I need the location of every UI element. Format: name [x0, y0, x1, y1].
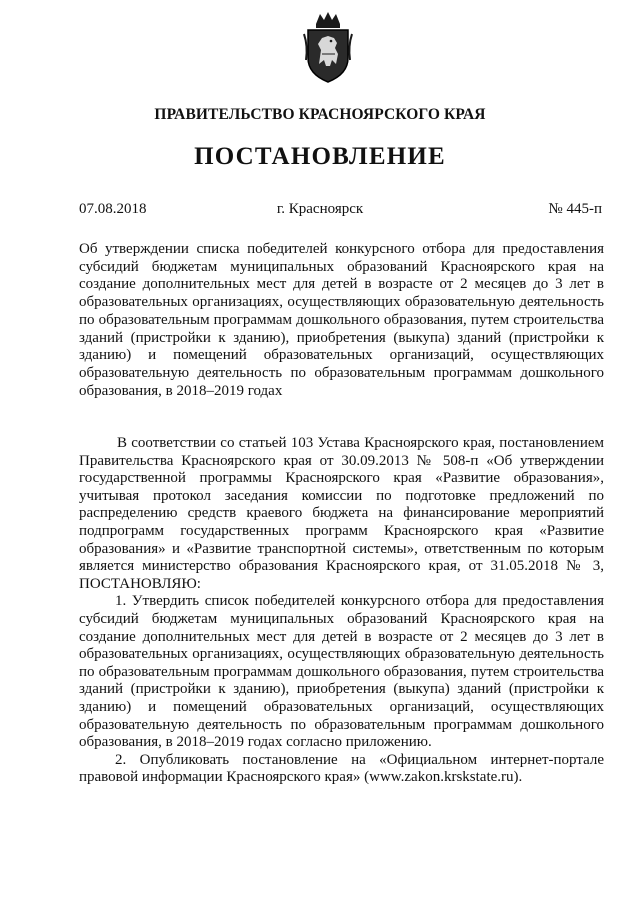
document-city: г. Красноярск	[276, 201, 364, 217]
body-item-2: 2. Опубликовать постановление на «Официальном интернет-портале правовой информации Красноярского края» (www.zakon.krskstate.ru).	[79, 751, 604, 786]
body-preamble: В соответствии со статьей 103 Устава Красноярского края, постановлением Правительства Красноярского края от 30.09.2013 № 508-п «Об утверждении государственной программы Красноярского края «Развитие образования», учитывая протокол заседания комиссии по подготовке предложений по распределению средств краевого бюджета на финансирование мероприятий подпрограмм государственных программ Красноярского края «Развитие образования» и «Развитие транспортной системы», ответственным по которым является министерство образования Красноярского края, от 31.05.2018 № 3, ПОСТАНОВЛЯЮ:	[79, 435, 604, 592]
document-type-title: ПОСТАНОВЛЕНИЕ	[194, 143, 446, 170]
body-item-1: 1. Утвердить список победителей конкурсного отбора для предоставления субсидий бюджетам муниципальных образований Красноярского края на создание дополнительных мест для детей в возрасте от 2 месяцев до 3 лет в образовательных организациях, осуществляющих образовательную деятельность по образовательным программам дошкольного образования, путем строительства зданий (пристройки к зданию), приобретения (выкупа) зданий (пристройки к зданию) и помещений образовательных организаций, осуществляющих образовательную деятельность по образовательным программам дошкольного образования, в 2018–2019 годах согласно приложению.	[79, 593, 604, 751]
document-number: № 445-п	[548, 201, 602, 217]
organization-title: ПРАВИТЕЛЬСТВО КРАСНОЯРСКОГО КРАЯ	[154, 106, 486, 123]
document-body	[79, 435, 604, 787]
coat-of-arms-icon	[302, 10, 354, 84]
document-date: 07.08.2018	[79, 201, 147, 217]
document-subject: Об утверждении списка победителей конкурсного отбора для предоставления субсидий бюджетам муниципальных образований Красноярского края на создание дополнительных мест для детей в возрасте от 2 месяцев до 3 лет в образовательных организациях, осуществляющих образовательную деятельность по образовательным программам дошкольного образования, путем строительства зданий (пристройки к зданию), приобретения (выкупа) зданий (пристройки к зданию) и помещений образовательных организаций, осуществляющих образовательную деятельность по образовательным программам дошкольного образования, в 2018–2019 годах	[79, 241, 604, 399]
